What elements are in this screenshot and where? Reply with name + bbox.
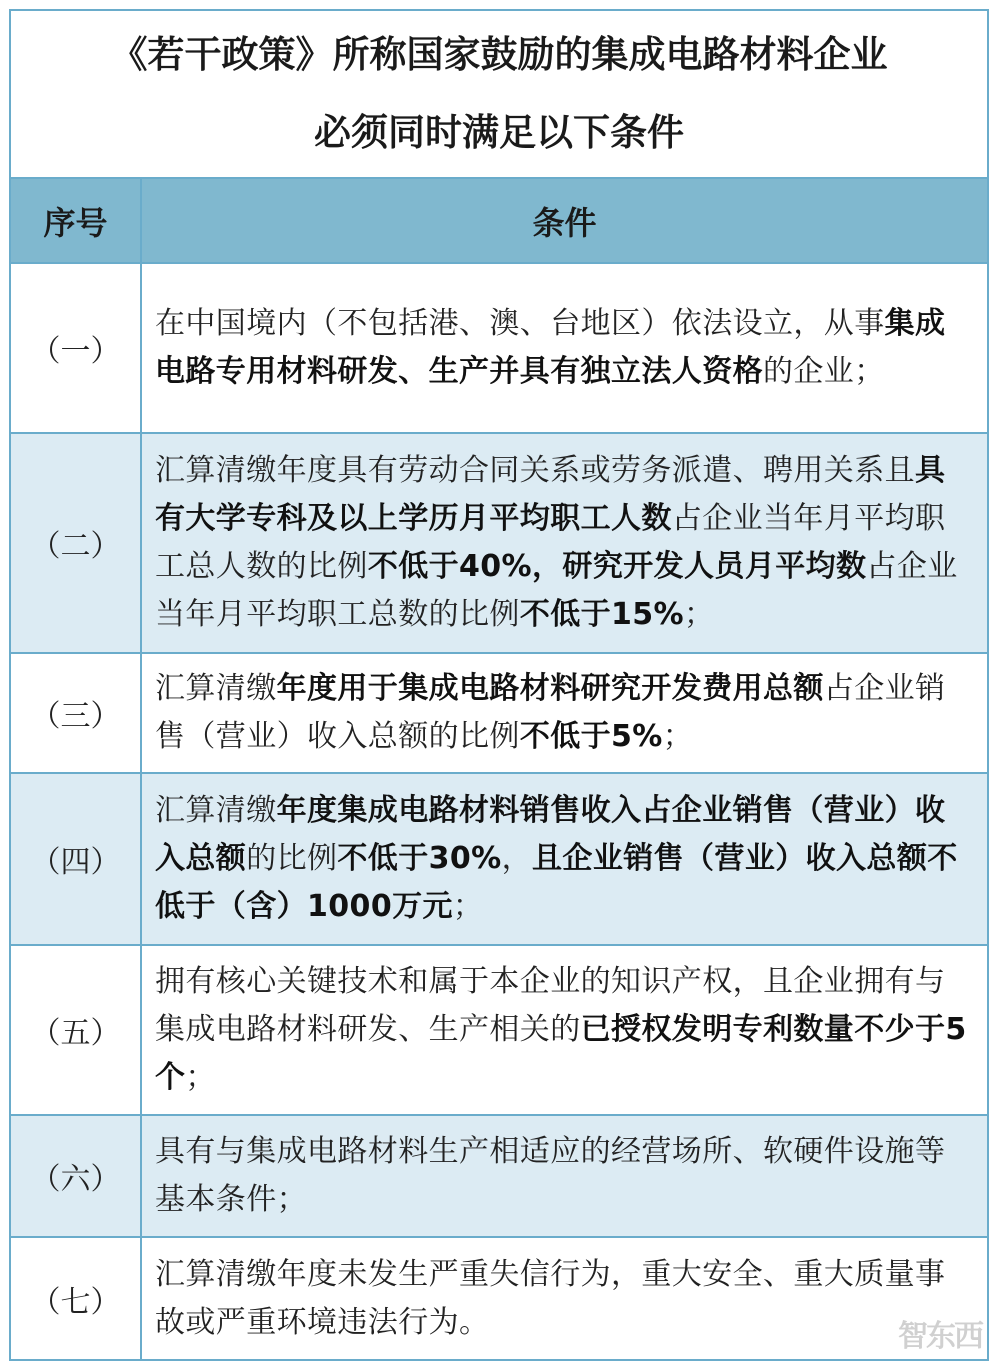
- table-row: [10, 653, 988, 773]
- row-condition: [141, 433, 988, 653]
- condition-emphasis: 不低于15%: [519, 597, 685, 632]
- condition-text: 的比例: [246, 841, 338, 876]
- table-row: [10, 1115, 988, 1237]
- condition-emphasis: 不低于30%: [337, 841, 502, 876]
- condition-emphasis: 集成电路专用材料研发、生产并具有独立法人资格: [155, 306, 946, 389]
- conditions-table: [9, 177, 989, 1361]
- condition-text: 在中国境内（不包括港、澳、台地区）依法设立，从事: [155, 306, 885, 341]
- row-condition: [141, 1115, 988, 1237]
- condition-text: 占企业销售（营业）收入总额的比例: [155, 671, 946, 754]
- condition-text: 汇算清缴: [155, 671, 277, 706]
- condition-emphasis: 年度用于集成电路材料研究开发费用总额: [276, 671, 824, 706]
- row-number: （二）: [10, 433, 141, 653]
- condition-text: ，: [501, 841, 533, 876]
- row-condition: [141, 263, 988, 433]
- condition-emphasis: 具有大学专科及以上学历月平均职工人数: [155, 453, 946, 536]
- row-condition: [141, 773, 988, 945]
- condition-text: 占企业当年月平均职工总数的比例: [155, 549, 958, 632]
- row-number: （三）: [10, 653, 141, 773]
- condition-text: 汇算清缴年度未发生严重失信行为，重大安全、重大质量事故或严重环境违法行为。: [155, 1256, 946, 1340]
- condition-emphasis: 不低于5%: [519, 719, 663, 754]
- condition-text: 汇算清缴: [155, 793, 277, 828]
- row-number: （四）: [10, 773, 141, 945]
- row-condition: [141, 653, 988, 773]
- table-row: [10, 433, 988, 653]
- condition-text: 占企业当年月平均职工总人数的比例: [155, 501, 946, 584]
- table-header-row: [10, 178, 988, 263]
- header-condition: 条件: [141, 178, 988, 263]
- row-condition: [141, 945, 988, 1115]
- row-number: （一）: [10, 263, 141, 433]
- condition-text: ；: [684, 597, 715, 632]
- condition-text: 的企业；: [763, 354, 885, 389]
- condition-emphasis: 已授权发明专利数量不少于5个: [155, 1012, 967, 1095]
- condition-text: 拥有核心关键技术和属于本企业的知识产权，且企业拥有与集成电路材料研发、生产相关的: [155, 964, 946, 1047]
- header-number: 序号: [10, 178, 141, 263]
- row-number: （六）: [10, 1115, 141, 1237]
- table-row: [10, 1237, 988, 1360]
- condition-emphasis: 年度集成电路材料销售收入占企业销售（营业）收入总额: [155, 793, 946, 876]
- watermark-logo: 智东西: [898, 1319, 982, 1354]
- condition-text: ；: [452, 889, 484, 924]
- table-row: [10, 263, 988, 433]
- condition-emphasis: 不低于40%，研究开发人员月平均数: [367, 549, 867, 584]
- condition-text: 汇算清缴年度具有劳动合同关系或劳务派遣、聘用关系且: [155, 453, 915, 488]
- title-line-2: 必须同时满足以下条件: [314, 111, 684, 154]
- condition-text: ；: [662, 719, 694, 754]
- document-title: [11, 11, 987, 177]
- row-condition: [141, 1237, 988, 1360]
- row-number: （五）: [10, 945, 141, 1115]
- title-line-1: 《若干政策》所称国家鼓励的集成电路材料企业: [110, 33, 888, 76]
- condition-text: 具有与集成电路材料生产相适应的经营场所、软硬件设施等基本条件；: [155, 1134, 946, 1217]
- condition-text: ；: [185, 1060, 216, 1095]
- table-row: [10, 945, 988, 1115]
- table-row: [10, 773, 988, 945]
- condition-emphasis: 且企业销售（营业）收入总额不低于（含）1000万元: [155, 841, 958, 924]
- row-number: （七）: [10, 1237, 141, 1360]
